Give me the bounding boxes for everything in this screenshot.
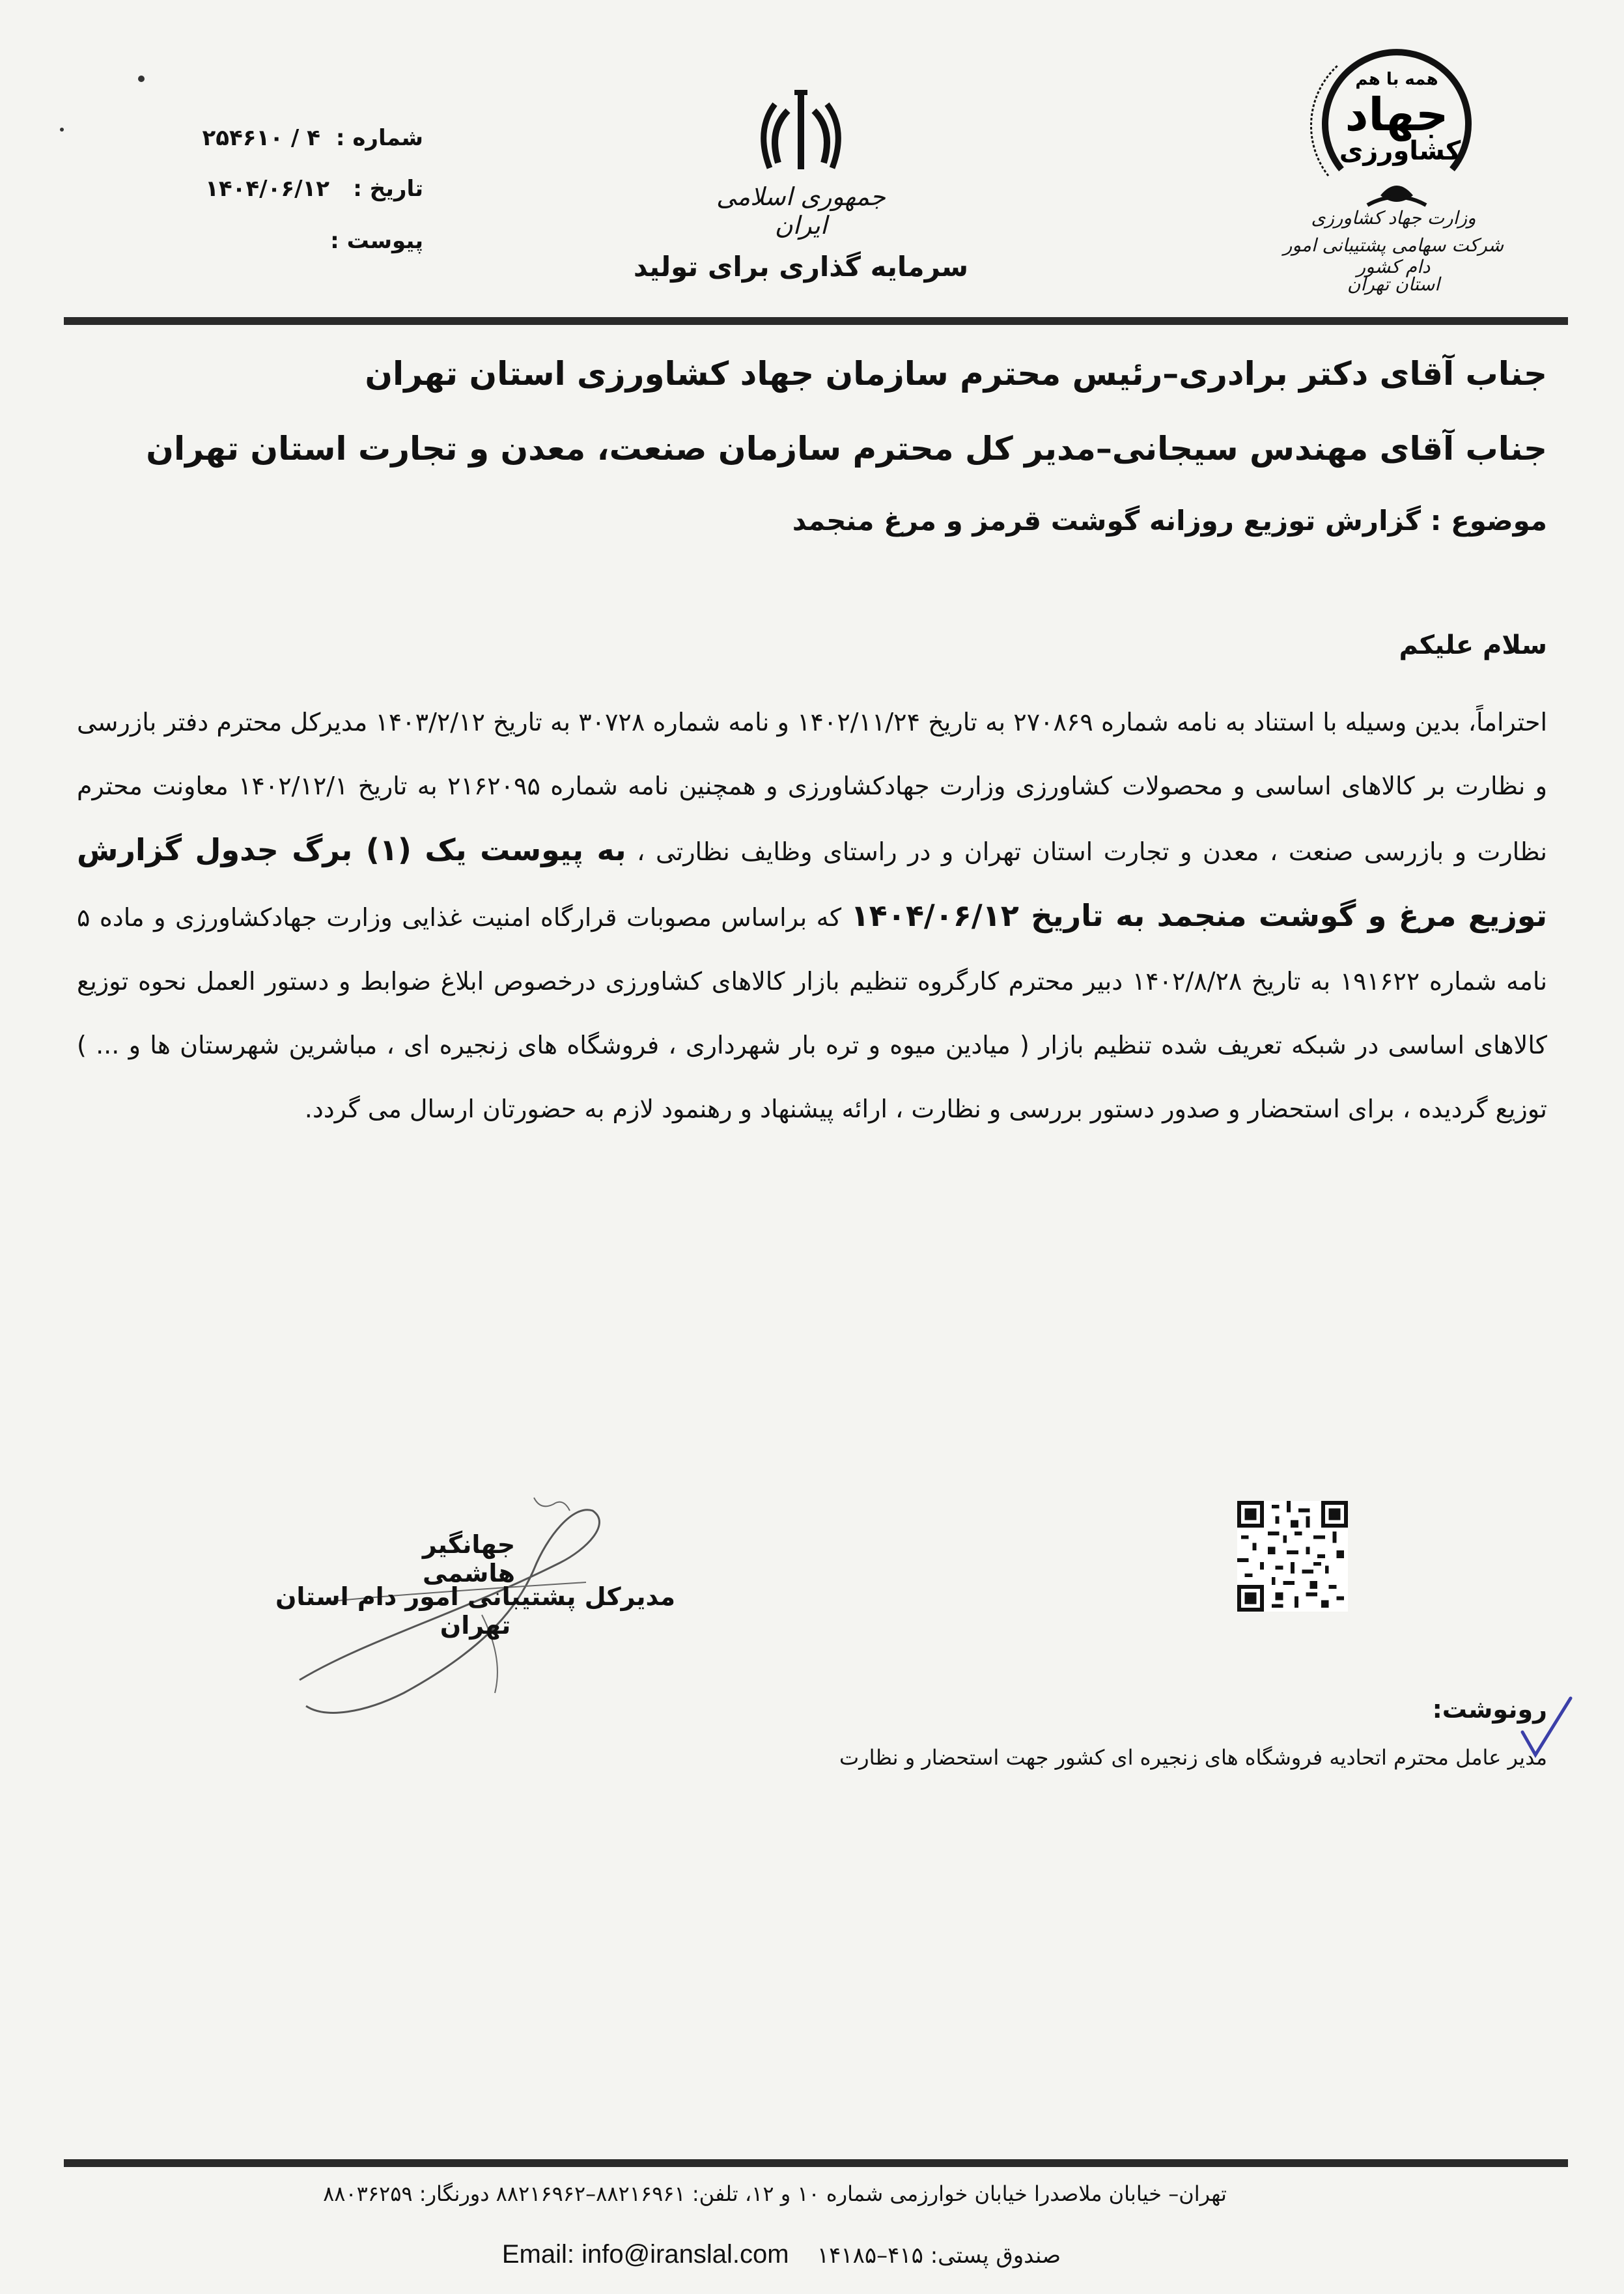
logo-top-text: همه با هم (1355, 70, 1438, 89)
jehad-keshavarzi-logo (1302, 39, 1491, 215)
number-value: ۴ / ۲۵۴۶۱۰ (202, 125, 320, 151)
letter-number-row (189, 125, 423, 151)
attachment-label: پیوست : (330, 228, 423, 254)
company-line: شرکت سهامی پشتیبانی امور دام کشور (1283, 234, 1504, 277)
footer-divider (64, 2159, 1568, 2167)
addressee-2: جناب آقای مهندس سیجانی–مدیر کل محترم سازمان صنعت، معدن و تجارت استان تهران (146, 430, 1547, 468)
body-part-2: که براساس مصوبات قرارگاه امنیت غذایی وزارت جهادکشاورزی و ماده ۵ نامه شماره ۱۹۱۶۲۲ به تاریخ ۱۴۰۲/۸/۲۸ دبیر محترم کارگروه تنظیم بازار کالاهای کشاورزی درخصوص ابلاغ ضوابط و دستور العمل نحوه توزیع کالاهای اساسی در شبکه تعریف شده تنظیم بازار ( میادین میوه و تره بار شهرداری ، فروشگاه های زنجیره ای ، مباشرین شهرستان ها و ... ) توزیع گردیده ، برای استحضار و صدور دستور بررسی و نظارت ، ارائه پیشنهاد و رهنمود لازم به حضورتان ارسال می گردد. (77, 903, 1548, 1123)
signatory-name: جهانگیر هاشمی (422, 1530, 516, 1588)
body-bold-attachment: به پیوست یک (۱) برگ جدول گزارش توزیع مرغ و گوشت منجمد به تاریخ ۱۴۰۴/۰۶/۱۲ (77, 832, 1548, 933)
signatory-title: مدیرکل پشتیبانی امور دام استان تهران (275, 1582, 675, 1640)
logo-main-word: جهاد (1345, 88, 1449, 141)
greeting: سلام علیکم (1399, 630, 1547, 660)
scan-speck (138, 76, 145, 82)
logo-sub-word: کشاورزی (1339, 136, 1461, 166)
slogan: سرمایه گذاری برای تولید (633, 251, 969, 283)
footer-address: تهران– خیابان ملاصدرا خیابان خوارزمی شماره ۱۰ و ۱۲، تلفن: ۸۸۲۱۶۹۶۱–۸۸۲۱۶۹۶۲ دورنگار: ۸۸۰۳۶۲۵۹ (323, 2181, 1227, 2206)
date-label: تاریخ : (353, 176, 423, 202)
cc-title: رونوشت: (1432, 1695, 1547, 1724)
body-part-1: احتراماً، بدین وسیله با استناد به نامه شماره ۲۷۰۸۶۹ به تاریخ ۱۴۰۲/۱۱/۲۴ و نامه شماره ۳۰۷۲۸ به تاریخ ۱۴۰۳/۲/۱۲ مدیرکل محترم دفتر بازرسی و نظارت بر کالاهای اساسی و محصولات کشاورزی وزارت جهادکشاورزی و همچنین نامه شماره ۲۱۶۲۰۹۵ به تاریخ ۱۴۰۲/۱۲/۱ معاونت محترم نظارت و بازرسی صنعت ، معدن و تجارت استان تهران و در راستای وظایف نظارتی ، (77, 708, 1548, 866)
cc-item: مدیر عامل محترم اتحادیه فروشگاه های زنجیره ای کشور جهت استحضار و نظارت (839, 1745, 1547, 1770)
footer-email: Email: info@iranslal.com (501, 2240, 789, 2269)
footer-postal: صندوق پستی: ۴۱۵–۱۴۱۸۵ (817, 2243, 1061, 2269)
emblem-caption: جمهوری اسلامی ایران (716, 182, 886, 240)
header-divider (64, 317, 1568, 325)
letter-date-row (189, 176, 423, 202)
date-value: ۱۴۰۴/۰۶/۱۲ (205, 176, 329, 202)
check-mark-icon (1517, 1693, 1576, 1765)
footer-contact (449, 2240, 1113, 2269)
addressee-1: جناب آقای دکتر برادری–رئیس محترم سازمان جهاد کشاورزی استان تهران (365, 355, 1547, 393)
number-label: شماره : (335, 125, 423, 151)
subject-line: موضوع : گزارش توزیع روزانه گوشت قرمز و مرغ منجمد (792, 505, 1547, 537)
letter-attachment-row (189, 228, 423, 254)
ministry-line: وزارت جهاد کشاورزی (1311, 207, 1476, 229)
letter-body (77, 690, 1547, 1141)
province-line: استان تهران (1347, 273, 1440, 295)
qr-code (1237, 1501, 1348, 1612)
iran-emblem-icon (755, 85, 847, 182)
scan-speck (60, 128, 64, 132)
